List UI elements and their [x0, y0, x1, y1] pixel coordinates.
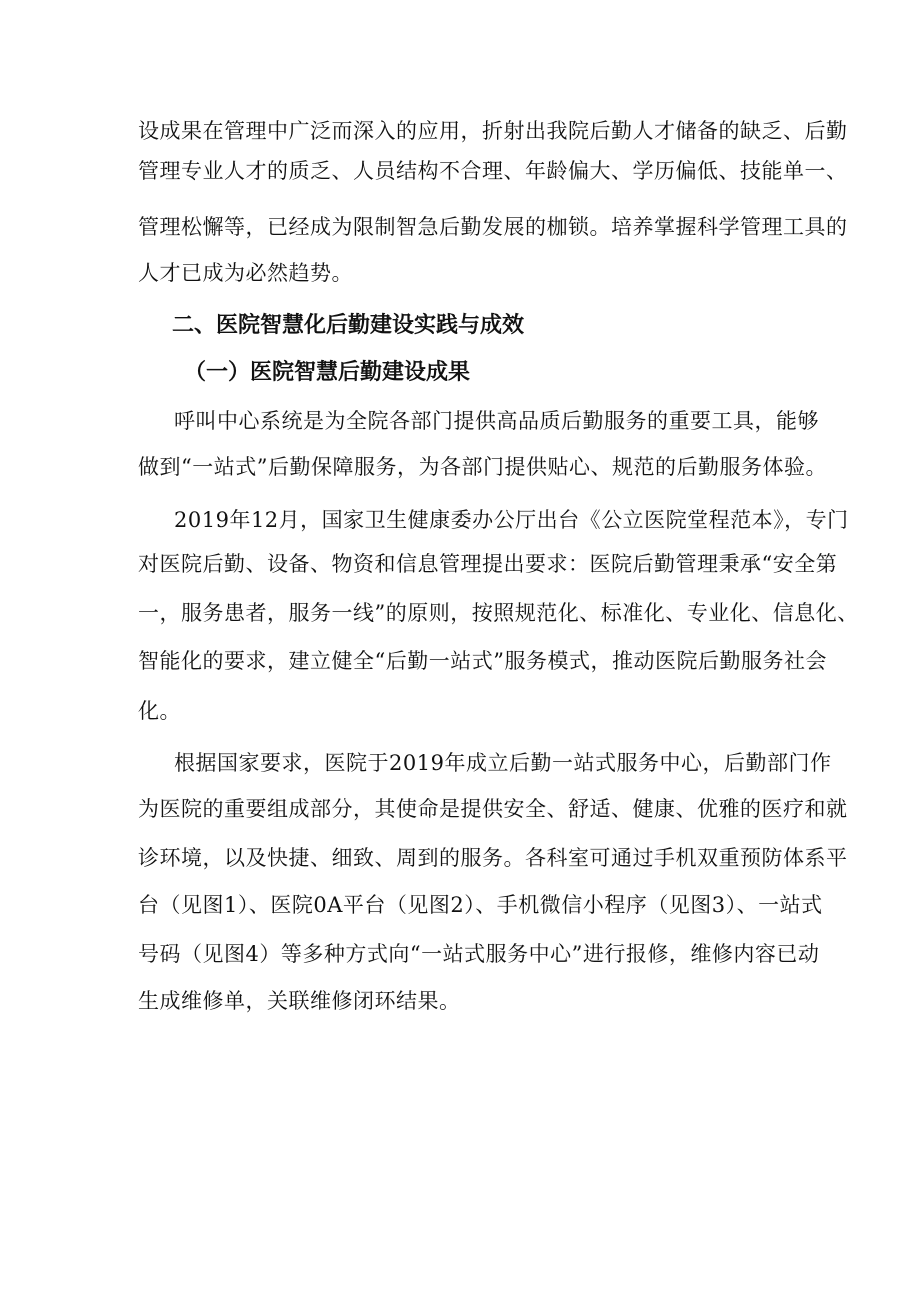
paragraph-intro-line-2: 管理专业人才的质乏、人员结构不合理、年龄偏大、学历偏低、技能单一、 — [138, 159, 848, 183]
paragraph-service-center-line-4: 台（见图1）、医院0A平台（见图2）、手机微信小程序（见图3）、一站式 — [138, 893, 823, 917]
paragraph-policy-line-2: 对医院后勤、设备、物资和信息管理提出要求：医院后勤管理秉承“安全第 — [138, 552, 838, 576]
paragraph-service-center-line-3: 诊环境，以及快捷、细致、周到的服务。各科室可通过手机双重预防体系平 — [138, 846, 848, 870]
subsection-heading: （一）医院智慧后勤建设成果 — [184, 360, 471, 385]
paragraph-service-center-line-1: 根据国家要求，医院于2019年成立后勤一站式服务中心，后勤部门作 — [174, 751, 832, 775]
paragraph-service-center-line-2: 为医院的重要组成部分，其使命是提供安全、舒适、健康、优雅的医疗和就 — [138, 797, 848, 821]
paragraph-intro-line-4: 人才已成为必然趋势。 — [138, 261, 353, 285]
paragraph-service-center-line-5: 号码（见图4）等多种方式向“一站式服务中心”进行报修，维修内容已动 — [138, 942, 820, 966]
paragraph-service-center-line-6: 生成维修单，关联维修闭环结果。 — [138, 989, 461, 1013]
section-heading: 二、医院智慧化后勤建设实践与成效 — [172, 313, 525, 338]
paragraph-policy-line-4: 智能化的要求，建立健全“后勤一站式”服务模式，推动医院后勤服务社会 — [138, 649, 827, 673]
paragraph-call-center-line-1: 呼叫中心系统是为全院各部门提供高品质后勤服务的重要工具，能够 — [174, 409, 819, 433]
paragraph-intro-line-3: 管理松懈等，已经成为限制智急后勤发展的枷锁。培养掌握科学管理工具的 — [138, 215, 848, 239]
paragraph-call-center-line-2: 做到“一站式”后勤保障服务，为各部门提供贴心、规范的后勤服务体验。 — [138, 455, 827, 479]
paragraph-policy-line-1: 2019年12月，国家卫生健康委办公厅出台《公立医院堂程范本》，专门 — [174, 508, 849, 532]
paragraph-intro-line-1: 设成果在管理中广泛而深入的应用，折射出我院后勤人才储备的缺乏、后勤 — [138, 119, 848, 143]
paragraph-policy-line-5: 化。 — [138, 699, 181, 723]
paragraph-policy-line-3: 一，服务患者，服务一线”的原则，按照规范化、标准化、专业化、信息化、 — [138, 601, 859, 625]
